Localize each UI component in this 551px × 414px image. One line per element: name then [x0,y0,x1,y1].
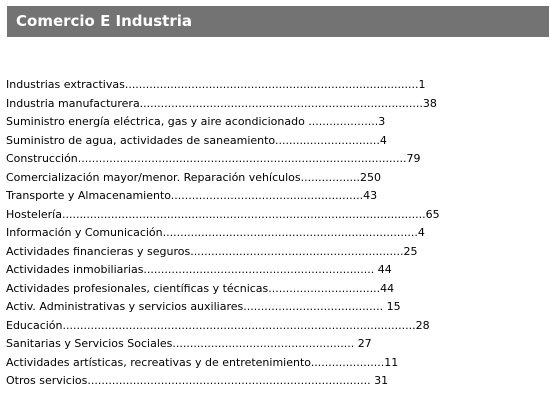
list-item: Otros servicios................................................................................. 31 [6,374,389,387]
list-item: Información y Comunicación.........................................................................4 [6,226,425,239]
list-item: Comercialización mayor/menor. Reparación vehículos.................250 [6,170,382,184]
list-item: Suministro energía eléctrica, gas y aire acondicionado ....................3 [6,115,386,128]
list-item: Educación.....................................................................................................28 [6,318,430,332]
list-item: Actividades inmobiliarias.................................................................. 44 [6,263,392,276]
list-item: Activ. Administrativas y servicios auxiliares........................................ 15 [6,300,401,313]
section-title: Comercio E Industria [16,12,192,30]
list-item: Actividades artísticas, recreativas y de entretenimiento.....................11 [6,355,399,369]
list-item: Hostelería........................................................................................................65 [6,207,440,221]
list-item: Suministro de agua, actividades de saneamiento..............................4 [6,133,387,147]
list-item: Industrias extractivas....................................................................................1 [6,78,426,91]
section-header [7,6,549,37]
list-item: Construcción..............................................................................................79 [6,152,421,165]
list-item: Actividades financieras y seguros.............................................................25 [6,244,418,258]
sector-list [6,76,440,391]
list-item: Sanitarias y Servicios Sociales.................................................... 27 [6,337,372,350]
list-item: Actividades profesionales, científicas y técnicas................................44 [6,281,395,295]
list-item: Industria manufacturera.................................................................................38 [6,96,437,110]
list-item: Transporte y Almacenamiento.......................................................43 [6,189,378,202]
